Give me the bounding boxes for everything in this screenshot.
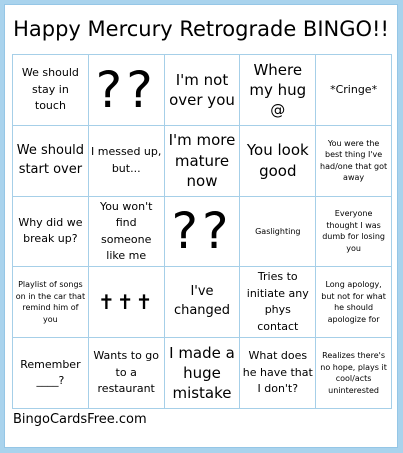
- bingo-cell-r2c3: I'm more mature now: [165, 126, 241, 197]
- bingo-cell-r1c1: We should stay in touch: [13, 55, 89, 126]
- bingo-cell-r4c1: Playlist of songs on in the car that remind him of you: [13, 267, 89, 338]
- bingo-cell-r5c4: What does he have that I don't?: [240, 338, 316, 409]
- bingo-cell-r2c4: You look good: [240, 126, 316, 197]
- bingo-cell-r5c5: Realizes there's no hope, plays it cool/acts uninterested: [316, 338, 392, 409]
- bingo-cell-r3c3: ??: [165, 197, 241, 268]
- bingo-cell-r2c5: You were the best thing I've had/one that got away: [316, 126, 392, 197]
- bingo-cell-r3c2: You won't find someone like me: [89, 197, 165, 268]
- bingo-cell-r4c2: ✝✝✝: [89, 267, 165, 338]
- bingo-cell-r3c4: Gaslighting: [240, 197, 316, 268]
- bingo-cell-r3c1: Why did we break up?: [13, 197, 89, 268]
- bingo-cell-r5c2: Wants to go to a restaurant: [89, 338, 165, 409]
- bingo-cell-r4c3: I've changed: [165, 267, 241, 338]
- bingo-cell-r4c5: Long apology, but not for what he should apologize for: [316, 267, 392, 338]
- bingo-grid: [12, 54, 392, 409]
- bingo-cell-r1c2: ??: [89, 55, 165, 126]
- bingo-cell-r1c5: *Cringe*: [316, 55, 392, 126]
- bingo-cell-r3c5: Everyone thought I was dumb for losing you: [316, 197, 392, 268]
- bingo-cell-r1c3: I'm not over you: [165, 55, 241, 126]
- bingo-cell-r5c1: Remember ____?: [13, 338, 89, 409]
- bingo-cell-r5c3: I made a huge mistake: [165, 338, 241, 409]
- bingo-cell-r2c2: I messed up, but...: [89, 126, 165, 197]
- bingo-cell-r4c4: Tries to initiate any phys contact: [240, 267, 316, 338]
- bingo-card: [4, 4, 398, 448]
- site-footer: BingoCardsFree.com: [13, 412, 147, 427]
- bingo-cell-r2c1: We should start over: [13, 126, 89, 197]
- bingo-cell-r1c4: Where my hug @: [240, 55, 316, 126]
- card-title: Happy Mercury Retrograde BINGO!!: [13, 17, 389, 41]
